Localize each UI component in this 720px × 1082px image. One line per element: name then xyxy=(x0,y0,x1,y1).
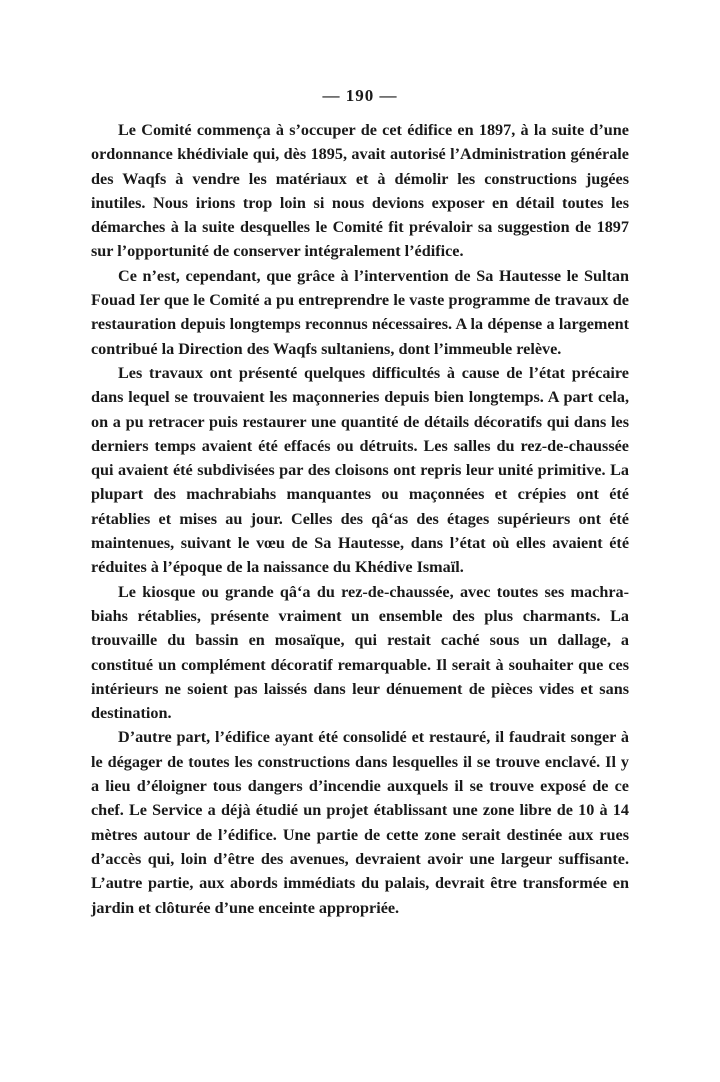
paragraph: Le Comité commença à s’occuper de cet édifice en 1897, à la suite d’une ordonnance khédiviale qui, dès 1895, avait autorisé l’Administration générale des Waqfs à vendre les matériaux et à démolir les constructions jugées inutiles. Nous irions trop loin si nous devions exposer en détail toutes les démarches à la suite desquelles le Comité fit prévaloir sa suggestion de 1897 sur l’opportunité de conserver intégralement l’édifice. xyxy=(91,121,629,261)
paragraph: Les travaux ont présenté quelques difficultés à cause de l’état précaire dans lequel se trouvaient les maçonneries depuis bien longtemps. A part cela, on a pu retracer puis restaurer une quantité de détails décoratifs qui dans les derniers temps avaient été effacés ou détruits. Les salles du rez-de-chaussée qui avaient été subdivisées par des cloisons ont repris leur unité primitive. La plupart des machrabiahs manquantes ou maçonnées et crépies ont été rétablies et mises au jour. Celles des qâ‘as des étages supérieurs ont été maintenues, suivant le vœu de Sa Hautesse, dans l’état où elles avaient été réduites à l’époque de la naissance du Khédive Ismaïl. xyxy=(91,363,629,577)
paragraph: Le kiosque ou grande qâ‘a du rez-de-chaussée, avec toutes ses machrabiahs rétablies, présente vraiment un ensemble des plus charmants. La trouvaille du bassin en mosaïque, qui restait caché sous un dallage, a constitué un complément décoratif remarquable. Il serait à souhaiter que ces intérieurs ne soient pas laissés dans leur dénuement de pièces vides et sans destination. xyxy=(91,582,629,723)
paragraph: D’autre part, l’édifice ayant été consolidé et restauré, il faudrait songer à le dégager de toutes les constructions dans lesquelles il se trouve enclavé. Il y a lieu d’éloigner tous dangers d’incendie auxquels il se trouve exposé de ce chef. Le Service a déjà étudié un projet établissant une zone libre de 10 à 14 mètres autour de l’édifice. Une partie de cette zone serait destinée aux rues d’accès qui, loin d’être des avenues, devraient avoir une largeur suffisante. L’autre partie, aux abords immédiats du palais, devrait être transformée en jardin et clôturée d’une enceinte appropriée. xyxy=(91,728,629,917)
paragraph: Ce n’est, cependant, que grâce à l’intervention de Sa Hautesse le Sultan Fouad Ier que le Comité a pu entreprendre le vaste programme de travaux de restauration depuis longtemps reconnus nécessaires. A la dépense a largement contribué la Direction des Waqfs sultaniens, dont l’immeuble relève. xyxy=(91,266,629,358)
text-body xyxy=(91,118,629,920)
page-number: — 190 — xyxy=(322,86,398,105)
